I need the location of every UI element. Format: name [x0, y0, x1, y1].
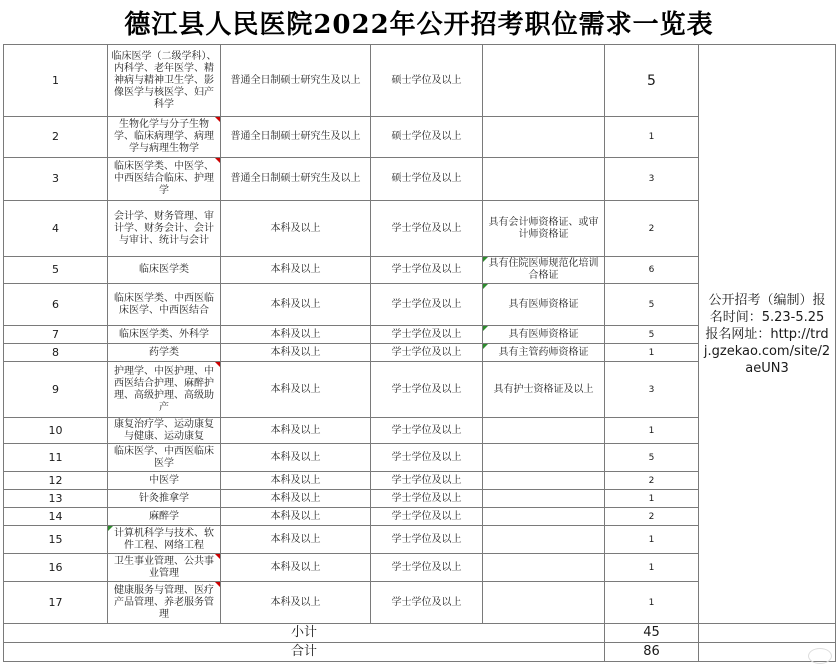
degree-cell[interactable]: 学士学位及以上	[371, 554, 483, 582]
major-cell[interactable]: 临床医学类、中医学、中西医结合临床、护理学	[108, 158, 221, 201]
certificate-cell[interactable]	[483, 45, 605, 117]
count-cell[interactable]: 3	[605, 362, 699, 418]
degree-cell[interactable]: 学士学位及以上	[371, 257, 483, 284]
education-cell[interactable]: 本科及以上	[221, 362, 371, 418]
education-cell[interactable]: 普通全日制硕士研究生及以上	[221, 117, 371, 158]
degree-cell[interactable]: 学士学位及以上	[371, 582, 483, 624]
count-cell[interactable]: 2	[605, 472, 699, 490]
degree-cell[interactable]: 硕士学位及以上	[371, 45, 483, 117]
education-cell[interactable]: 本科及以上	[221, 418, 371, 444]
certificate-cell[interactable]	[483, 554, 605, 582]
total-row	[4, 643, 836, 662]
count-cell[interactable]: 1	[605, 344, 699, 362]
degree-cell[interactable]: 硕士学位及以上	[371, 117, 483, 158]
major-cell[interactable]: 临床医学（二级学科）、内科学、老年医学、精神病与精神卫生学、影像医学与核医学、妇产科学	[108, 45, 221, 117]
count-cell[interactable]: 1	[605, 582, 699, 624]
major-cell[interactable]: 卫生事业管理、公共事业管理	[108, 554, 221, 582]
education-cell[interactable]: 普通全日制硕士研究生及以上	[221, 45, 371, 117]
certificate-cell[interactable]	[483, 117, 605, 158]
degree-cell[interactable]: 学士学位及以上	[371, 418, 483, 444]
count-cell[interactable]: 2	[605, 508, 699, 526]
count-cell[interactable]: 5	[605, 444, 699, 472]
certificate-cell[interactable]: 具有主管药师资格证	[483, 344, 605, 362]
subtotal-row	[4, 624, 836, 643]
count-cell[interactable]: 1	[605, 490, 699, 508]
row-number: 11	[4, 444, 108, 472]
subtotal-value[interactable]: 45	[605, 624, 699, 643]
education-cell[interactable]: 本科及以上	[221, 284, 371, 326]
major-cell[interactable]: 中医学	[108, 472, 221, 490]
count-cell[interactable]: 5	[605, 326, 699, 344]
degree-cell[interactable]: 学士学位及以上	[371, 490, 483, 508]
row-number: 2	[4, 117, 108, 158]
certificate-cell[interactable]: 具有住院医师规范化培训合格证	[483, 257, 605, 284]
row-number: 7	[4, 326, 108, 344]
degree-cell[interactable]: 学士学位及以上	[371, 526, 483, 554]
degree-cell[interactable]: 学士学位及以上	[371, 284, 483, 326]
certificate-cell[interactable]	[483, 444, 605, 472]
education-cell[interactable]: 本科及以上	[221, 554, 371, 582]
degree-cell[interactable]: 学士学位及以上	[371, 201, 483, 257]
certificate-cell[interactable]	[483, 508, 605, 526]
count-cell[interactable]: 1	[605, 117, 699, 158]
count-cell[interactable]: 3	[605, 158, 699, 201]
degree-cell[interactable]: 学士学位及以上	[371, 344, 483, 362]
education-cell[interactable]: 普通全日制硕士研究生及以上	[221, 158, 371, 201]
certificate-cell[interactable]	[483, 472, 605, 490]
major-cell[interactable]: 临床医学类	[108, 257, 221, 284]
education-cell[interactable]: 本科及以上	[221, 490, 371, 508]
certificate-cell[interactable]: 具有医师资格证	[483, 326, 605, 344]
degree-cell[interactable]: 学士学位及以上	[371, 472, 483, 490]
subtotal-label: 小计	[4, 624, 605, 643]
education-cell[interactable]: 本科及以上	[221, 444, 371, 472]
row-number: 13	[4, 490, 108, 508]
total-value[interactable]: 86	[605, 643, 699, 662]
recruitment-note: 公开招考（编制）报名时间：5.23-5.25 报名网址：http://trdj.gzekao.com/site/2aeUN3	[699, 45, 836, 624]
education-cell[interactable]: 本科及以上	[221, 344, 371, 362]
count-cell[interactable]: 5	[605, 45, 699, 117]
certificate-cell[interactable]	[483, 158, 605, 201]
degree-cell[interactable]: 学士学位及以上	[371, 444, 483, 472]
row-number: 6	[4, 284, 108, 326]
certificate-cell[interactable]	[483, 582, 605, 624]
major-cell[interactable]: 健康服务与管理、医疗产品管理、养老服务管理	[108, 582, 221, 624]
education-cell[interactable]: 本科及以上	[221, 472, 371, 490]
major-cell[interactable]: 计算机科学与技术、软件工程、网络工程	[108, 526, 221, 554]
education-cell[interactable]: 本科及以上	[221, 582, 371, 624]
degree-cell[interactable]: 学士学位及以上	[371, 326, 483, 344]
major-cell[interactable]: 护理学、中医护理、中西医结合护理、麻醉护理、高级护理、高级助产	[108, 362, 221, 418]
watermark-icon	[808, 648, 832, 664]
count-cell[interactable]: 5	[605, 284, 699, 326]
education-cell[interactable]: 本科及以上	[221, 201, 371, 257]
row-number: 5	[4, 257, 108, 284]
major-cell[interactable]: 临床医学类、外科学	[108, 326, 221, 344]
certificate-cell[interactable]: 具有医师资格证	[483, 284, 605, 326]
education-cell[interactable]: 本科及以上	[221, 257, 371, 284]
row-number: 8	[4, 344, 108, 362]
education-cell[interactable]: 本科及以上	[221, 326, 371, 344]
count-cell[interactable]: 2	[605, 201, 699, 257]
row-number: 4	[4, 201, 108, 257]
education-cell[interactable]: 本科及以上	[221, 508, 371, 526]
certificate-cell[interactable]	[483, 490, 605, 508]
page-title: 德江县人民医院2022年公开招考职位需求一览表	[124, 9, 714, 40]
certificate-cell[interactable]: 具有会计师资格证、或审计师资格证	[483, 201, 605, 257]
degree-cell[interactable]: 硕士学位及以上	[371, 158, 483, 201]
degree-cell[interactable]: 学士学位及以上	[371, 362, 483, 418]
total-label: 合计	[4, 643, 605, 662]
major-cell[interactable]: 临床医学类、中西医临床医学、中西医结合	[108, 284, 221, 326]
empty-cell	[699, 624, 836, 643]
major-cell[interactable]: 会计学、财务管理、审计学、财务会计、会计与审计、统计与会计	[108, 201, 221, 257]
degree-cell[interactable]: 学士学位及以上	[371, 508, 483, 526]
major-cell[interactable]: 临床医学、中西医临床医学	[108, 444, 221, 472]
count-cell[interactable]: 1	[605, 418, 699, 444]
major-cell[interactable]: 药学类	[108, 344, 221, 362]
row-number: 9	[4, 362, 108, 418]
table-row	[4, 45, 836, 117]
row-number: 15	[4, 526, 108, 554]
education-cell[interactable]: 本科及以上	[221, 526, 371, 554]
major-cell[interactable]: 麻醉学	[108, 508, 221, 526]
positions-table	[3, 44, 836, 662]
row-number: 17	[4, 582, 108, 624]
row-number: 14	[4, 508, 108, 526]
count-cell[interactable]: 1	[605, 554, 699, 582]
major-cell[interactable]: 针灸推拿学	[108, 490, 221, 508]
major-cell[interactable]: 康复治疗学、运动康复与健康、运动康复	[108, 418, 221, 444]
row-number: 1	[4, 45, 108, 117]
major-cell[interactable]: 生物化学与分子生物学、临床病理学、病理学与病理生物学	[108, 117, 221, 158]
row-number: 10	[4, 418, 108, 444]
row-number: 3	[4, 158, 108, 201]
row-number: 12	[4, 472, 108, 490]
certificate-cell[interactable]	[483, 526, 605, 554]
certificate-cell[interactable]	[483, 418, 605, 444]
certificate-cell[interactable]: 具有护士资格证及以上	[483, 362, 605, 418]
row-number: 16	[4, 554, 108, 582]
count-cell[interactable]: 6	[605, 257, 699, 284]
count-cell[interactable]: 1	[605, 526, 699, 554]
